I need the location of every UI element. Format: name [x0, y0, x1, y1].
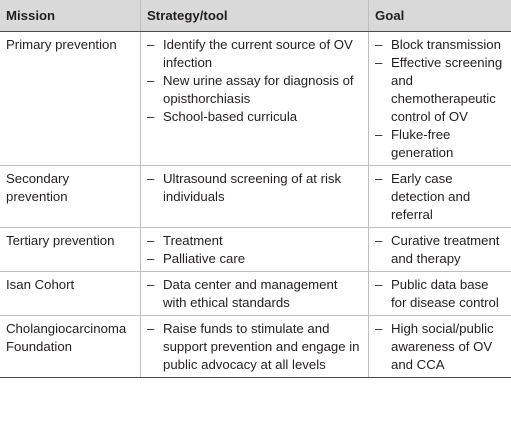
mission-cell: Tertiary prevention: [0, 228, 141, 272]
goal-list: [375, 36, 505, 162]
column-header-mission: Mission: [0, 0, 141, 32]
list-item: – Curative treatment and therapy: [375, 232, 505, 268]
table-header-row: [0, 0, 511, 32]
goal-cell: [369, 32, 511, 166]
column-header-strategy: Strategy/tool: [141, 0, 369, 32]
list-item: – Ultrasound screening of at risk individuals: [147, 170, 362, 206]
list-item: – Fluke-free generation: [375, 126, 505, 162]
list-item: – Treatment: [147, 232, 362, 250]
list-item: – School-based curricula: [147, 108, 362, 126]
list-item: – Effective screening and chemotherapeutic control of OV: [375, 54, 505, 126]
list-item: – New urine assay for diagnosis of opisthorchiasis: [147, 72, 362, 108]
goal-list: [375, 276, 505, 312]
mission-cell: Isan Cohort: [0, 272, 141, 316]
strategy-list: [147, 170, 362, 206]
goal-cell: [369, 228, 511, 272]
list-item: – Raise funds to stimulate and support prevention and engage in public advocacy at all levels: [147, 320, 362, 374]
goal-list: [375, 232, 505, 268]
list-item: – Early case detection and referral: [375, 170, 505, 224]
strategy-cell: [141, 166, 369, 228]
list-item: – Identify the current source of OV infection: [147, 36, 362, 72]
goal-list: [375, 170, 505, 224]
mission-cell: Secondary prevention: [0, 166, 141, 228]
list-item: – Palliative care: [147, 250, 362, 268]
list-item: – Public data base for disease control: [375, 276, 505, 312]
list-item: – High social/public awareness of OV and CCA: [375, 320, 505, 374]
mission-cell: Primary prevention: [0, 32, 141, 166]
strategy-list: [147, 36, 362, 126]
strategy-list: [147, 232, 362, 268]
goal-cell: [369, 316, 511, 378]
strategy-cell: [141, 272, 369, 316]
goal-cell: [369, 166, 511, 228]
strategy-list: [147, 276, 362, 312]
mission-cell: Cholangiocarcinoma Foundation: [0, 316, 141, 378]
list-item: – Block transmission: [375, 36, 505, 54]
strategy-list: [147, 320, 362, 374]
goal-list: [375, 320, 505, 374]
table-row: [0, 272, 511, 316]
strategy-cell: [141, 316, 369, 378]
strategy-cell: [141, 228, 369, 272]
column-header-goal: Goal: [369, 0, 511, 32]
table-row: [0, 32, 511, 166]
table-row: [0, 228, 511, 272]
table-row: [0, 166, 511, 228]
strategy-cell: [141, 32, 369, 166]
list-item: – Data center and management with ethical standards: [147, 276, 362, 312]
table-row: [0, 316, 511, 378]
goal-cell: [369, 272, 511, 316]
